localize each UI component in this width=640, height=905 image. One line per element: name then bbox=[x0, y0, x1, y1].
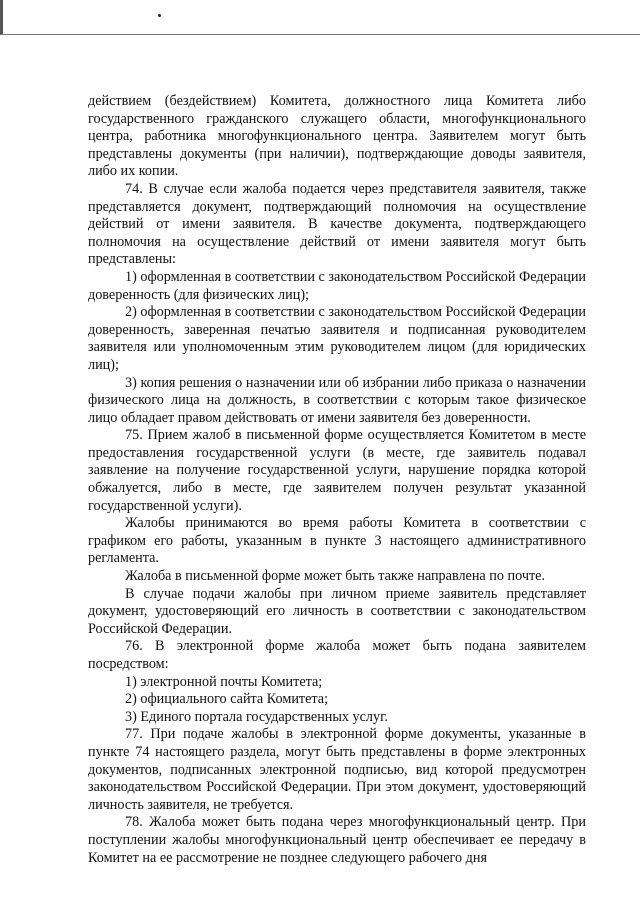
scan-edge-mark bbox=[0, 0, 3, 34]
document-paragraph: 75. Прием жалоб в письменной форме осуществляется Комитетом в месте предоставления государственной услуги (в месте, где заявитель подавал заявление на получение государственной услуги, нарушение порядка которой обжалуется, либо в месте, где заявителем получен результат указанной государственной услуги). bbox=[88, 427, 586, 514]
document-paragraph: 74. В случае если жалоба подается через представителя заявителя, также представляется документ, подтверждающий полномочия на осуществление действий от имени заявителя. В качестве документа, подтверждающего полномочия на осуществление действий от имени заявителя могут быть представлены: bbox=[88, 180, 586, 268]
document-paragraph: 3) Единого портала государственных услуг. bbox=[125, 708, 388, 725]
document-paragraph: 1) электронной почты Комитета; bbox=[125, 673, 323, 690]
document-paragraph: 3) копия решения о назначении или об избрании либо приказа о назначении физического лица на должность, в соответствии с которым такое физическое лицо обладает правом действовать от имени заявителя без доверенности. bbox=[88, 374, 586, 426]
scan-dot-mark bbox=[158, 14, 161, 17]
document-paragraph: 1) оформленная в соответствии с законодательством Российской Федерации доверенность (для физических лиц); bbox=[88, 268, 586, 303]
document-paragraph: 2) оформленная в соответствии с законодательством Российской Федерации доверенность, заверенная печатью заявителя и подписанная руководителем заявителя или уполномоченным этим руководителем лицом (для юридических лиц); bbox=[88, 304, 586, 373]
document-paragraph: 78. Жалоба может быть подана через многофункциональный центр. При поступлении жалобы многофункциональный центр обеспечивает ее передачу в Комитет на ее рассмотрение не позднее следующего рабочего дня bbox=[88, 814, 586, 866]
document-paragraph: Жалоба в письменной форме может быть также направлена по почте. bbox=[125, 568, 546, 585]
document-paragraph: действием (бездействием) Комитета, должностного лица Комитета либо государственного гражданского служащего области, многофункционального центра, работника многофункционального центра. Заявителем могут быть представлены документы (при наличии), подтверждающие доводы заявителя, либо их копии. bbox=[88, 93, 586, 180]
document-paragraph: 76. В электронной форме жалоба может быть подана заявителем посредством: bbox=[88, 638, 586, 672]
document-paragraph: Жалобы принимаются во время работы Комитета в соответствии с графиком его работы, указанным в пункте 3 настоящего административного регламента. bbox=[88, 515, 586, 567]
scan-top-border bbox=[0, 34, 640, 35]
document-body bbox=[88, 93, 586, 867]
document-paragraph: 77. При подаче жалобы в электронной форме документы, указанные в пункте 74 настоящего раздела, могут быть представлены в форме электронных документов, подписанных электронной подписью, вид которой предусмотрен законодательством Российской Федерации. При этом документ, удостоверяющий личность заявителя, не требуется. bbox=[88, 726, 586, 813]
document-paragraph: 2) официального сайта Комитета; bbox=[125, 691, 329, 708]
document-paragraph: В случае подачи жалобы при личном приеме заявитель представляет документ, удостоверяющий его личность в соответствии с законодательством Российской Федерации. bbox=[88, 585, 586, 637]
